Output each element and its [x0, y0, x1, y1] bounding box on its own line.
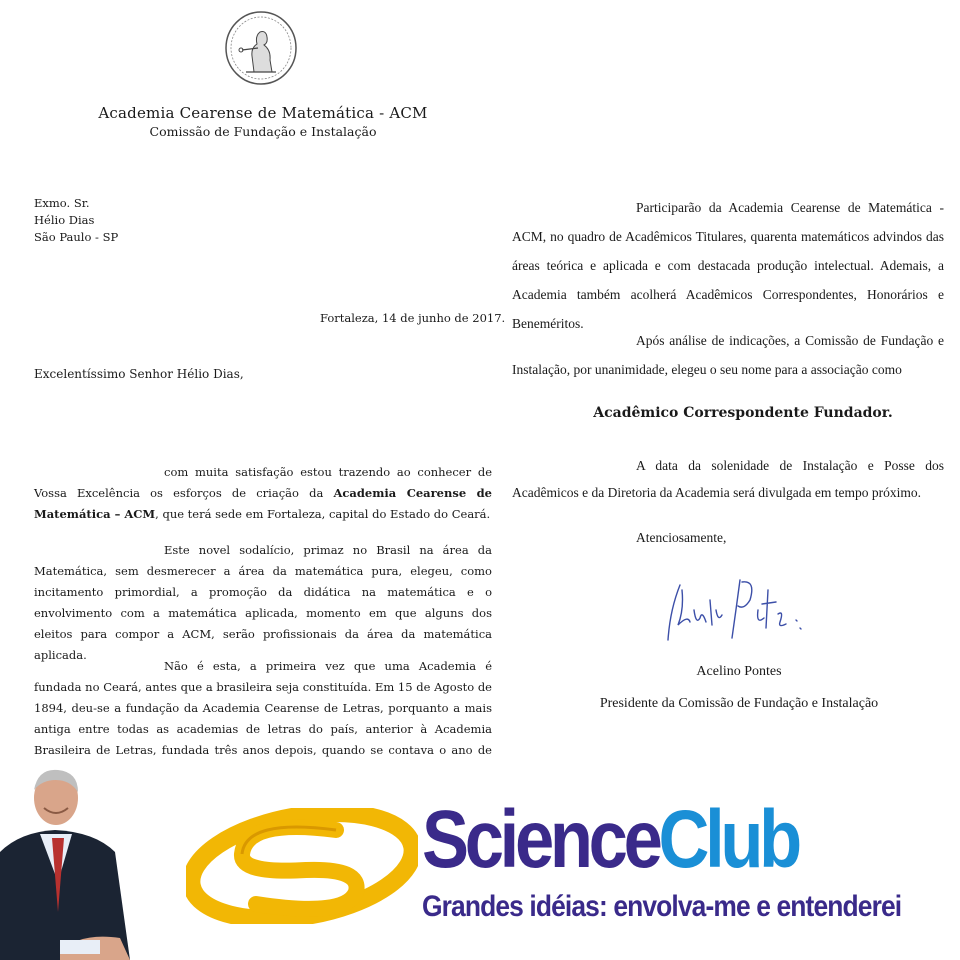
- scienceclub-tagline: Grandes idéias: envolva-me e entenderei: [422, 890, 902, 923]
- brand-club: Club: [658, 794, 798, 885]
- paragraph-5-text: Após análise de indicações, a Comissão de Fundação e Instalação, por unanimidade, elegeu o seu nome para a associação como: [512, 333, 944, 377]
- paragraph-5: [512, 326, 944, 384]
- paragraph-1-bold: Academia Cearense de Matemática – ACM: [34, 486, 493, 521]
- person-photo: [0, 762, 150, 960]
- signature-icon: [660, 570, 810, 650]
- paragraph-6: [512, 452, 944, 506]
- address-line: São Paulo - SP: [34, 230, 119, 244]
- paragraph-4-text: Participarão da Academia Cearense de Matemática - ACM, no quadro de Acadêmicos Titulares, quarenta matemáticos advindos das áreas teórica e aplicada e com destacada produção intelectual. Ademais, a Academia também acolherá Acadêmicos Correspondentes, Honorários e Beneméritos.: [512, 200, 944, 331]
- signer-role: Presidente da Comissão de Fundação e Instalação: [599, 696, 879, 711]
- commission-name: Comissão de Fundação e Instalação: [149, 124, 377, 139]
- academy-seal-icon: [224, 10, 298, 86]
- paragraph-4: [512, 193, 944, 338]
- letter-date: Fortaleza, 14 de junho de 2017.: [320, 311, 506, 325]
- salutation: Excelentíssimo Senhor Hélio Dias,: [34, 367, 244, 381]
- address-line: Exmo. Sr.: [34, 196, 90, 210]
- academic-title-text: Acadêmico Correspondente Fundador: [593, 405, 888, 421]
- scienceclub-logo-icon: [186, 808, 418, 924]
- academic-title-period: .: [887, 405, 893, 421]
- paragraph-3-text: Não é esta, a primeira vez que uma Academia é fundada no Ceará, antes que a brasileira seja constituída. Em 15 de Agosto de 1894, deu-se a fundação da Academia Cearense de Letras, porquanto a mais antiga entre todas as academias de letras do país, anterior à Academia Brasileira de Letras, fundada três anos depois, quando se contava o ano de: [34, 659, 492, 757]
- paragraph-2: [34, 540, 492, 666]
- paragraph-1: [34, 462, 492, 525]
- brand-science: Science: [422, 794, 659, 885]
- org-name: Academia Cearense de Matemática - ACM: [98, 104, 428, 122]
- closing: Atenciosamente,: [636, 530, 727, 545]
- paragraph-2-text: Este novel sodalício, primaz no Brasil na área da Matemática, sem desmerecer a área da matemática pura, elegeu, como incitamento primordial, a promoção da didática na matemática e o envolvimento com a matemática aplicada, momento em que alguns dos eleitos para compor a ACM, serão profissionais da área da matemática aplicada.: [34, 543, 492, 662]
- paragraph-1-text-b: , que terá sede em Fortaleza, capital do Estado do Ceará.: [155, 507, 491, 521]
- address-line: Hélio Dias: [34, 213, 95, 227]
- signer-name: Acelino Pontes: [696, 664, 782, 679]
- recipient-address: [34, 195, 118, 246]
- academic-title: [512, 405, 944, 421]
- paragraph-1-text-a: com muita satisfação estou trazendo ao conhecer de Vossa Excelência os esforços de criação da: [34, 465, 492, 500]
- paragraph-6-text: A data da solenidade de Instalação e Posse dos Acadêmicos e da Diretoria da Academia será divulgada em tempo próximo.: [512, 458, 944, 500]
- scienceclub-brand: [422, 790, 798, 890]
